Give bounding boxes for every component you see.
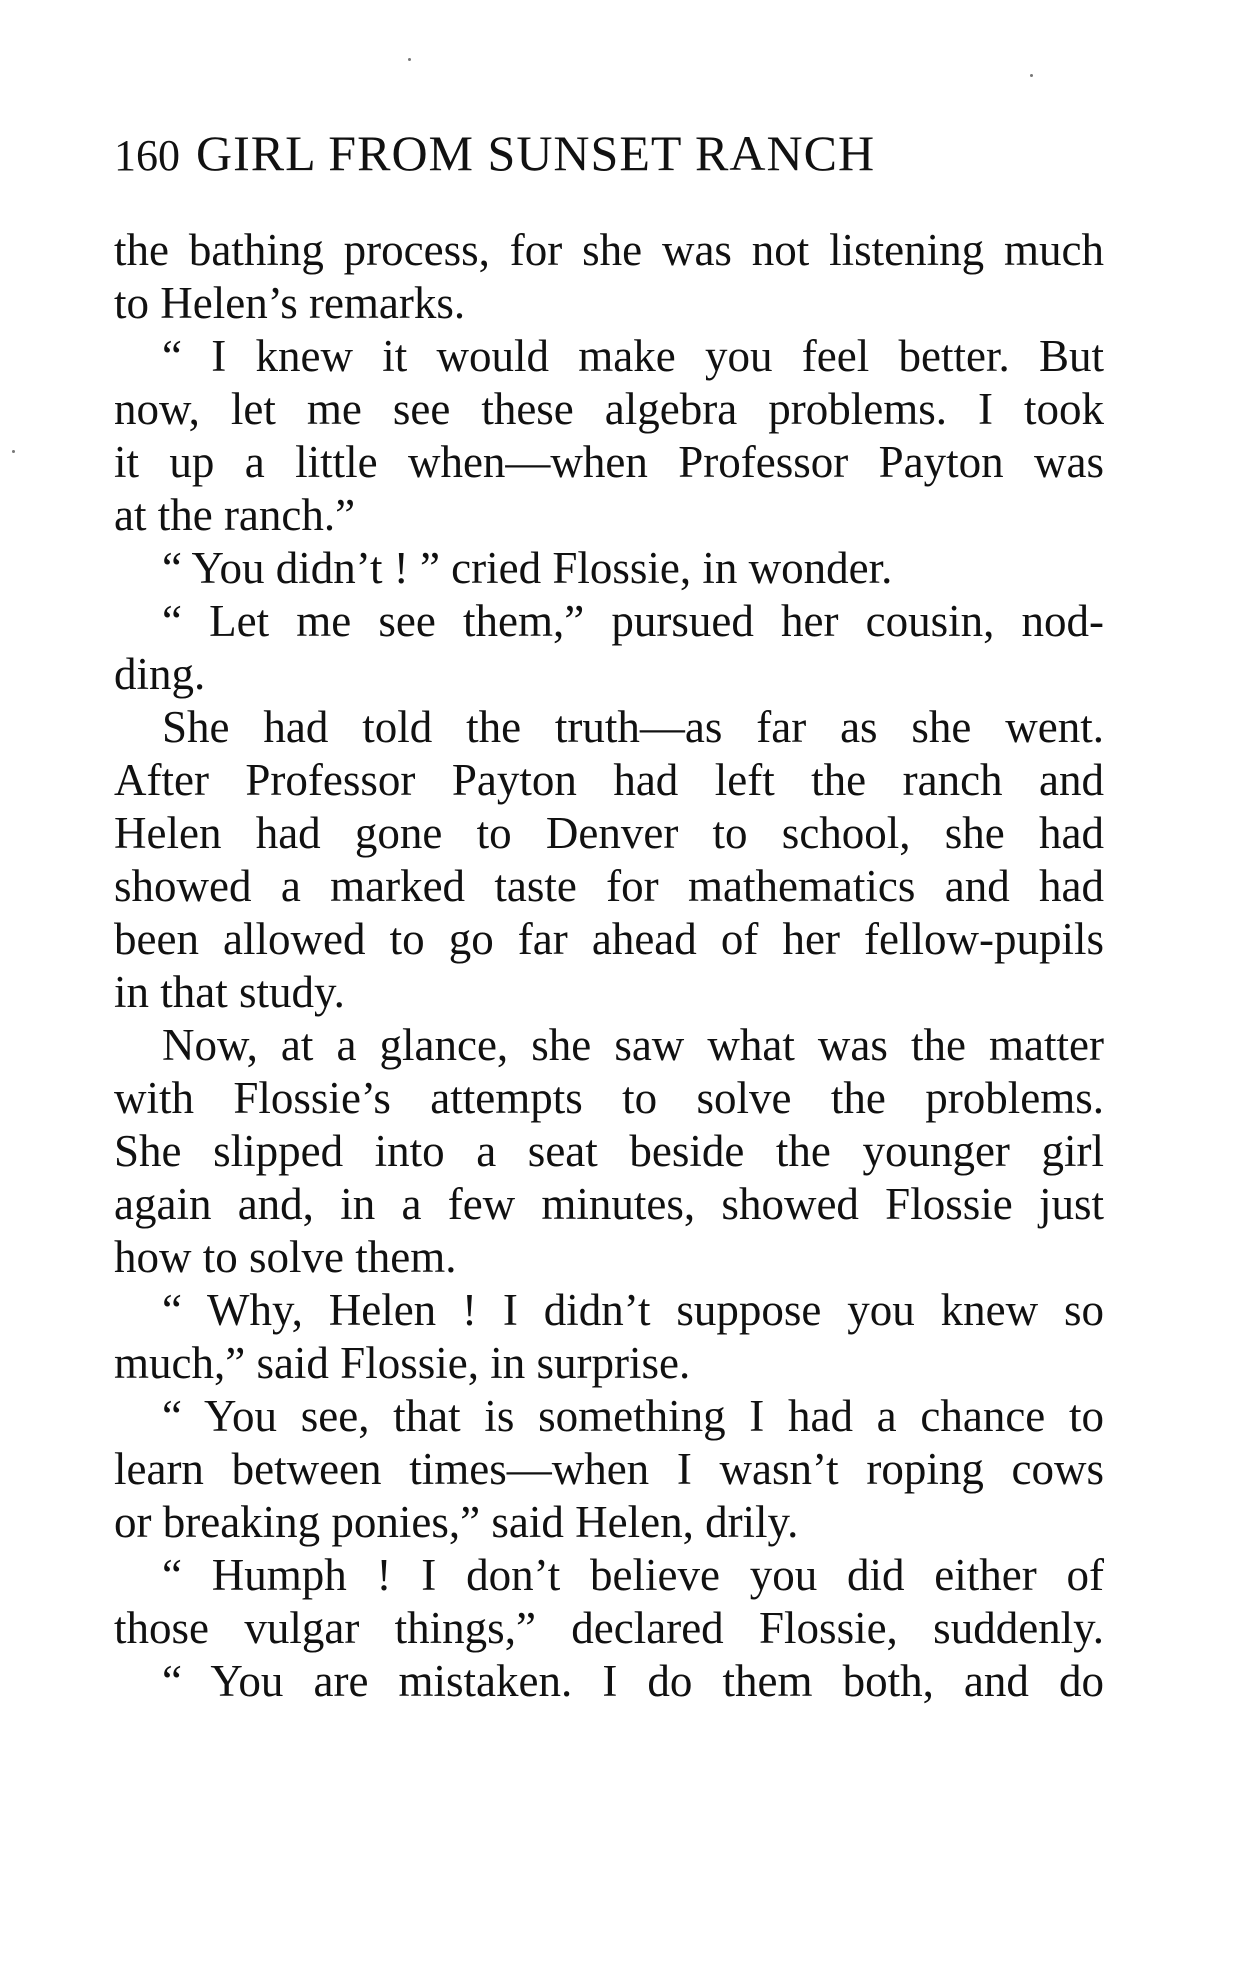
text-line: “ Let me see them,” pursued her cousin, nod- bbox=[162, 596, 1104, 646]
text-line: “ I knew it would make you feel better. But bbox=[162, 331, 1104, 381]
text-line: “ You see, that is something I had a chance to bbox=[162, 1391, 1104, 1441]
text-line: After Professor Payton had left the ranch and bbox=[114, 755, 1104, 805]
text-line: again and, in a few minutes, showed Flossie just bbox=[114, 1179, 1104, 1229]
text-line: the bathing process, for she was not listening much bbox=[114, 225, 1104, 275]
text-line: showed a marked taste for mathematics and had bbox=[114, 861, 1104, 911]
text-line: or breaking ponies,” said Helen, drily. bbox=[114, 1497, 799, 1547]
text-line: it up a little when—when Professor Payton was bbox=[114, 437, 1104, 487]
text-line: She slipped into a seat beside the younger girl bbox=[114, 1126, 1104, 1176]
text-line: those vulgar things,” declared Flossie, suddenly. bbox=[114, 1603, 1104, 1653]
print-speck bbox=[1030, 74, 1033, 77]
text-line: at the ranch.” bbox=[114, 490, 356, 540]
running-title: GIRL FROM SUNSET RANCH bbox=[196, 125, 876, 181]
text-line: how to solve them. bbox=[114, 1232, 457, 1282]
text-line: “ You didn’t ! ” cried Flossie, in wonder. bbox=[162, 543, 893, 593]
print-speck bbox=[12, 450, 15, 453]
text-line: “ You are mistaken. I do them both, and do bbox=[162, 1656, 1104, 1706]
text-line: been allowed to go far ahead of her fellow-pupils bbox=[114, 914, 1104, 964]
text-line: to Helen’s remarks. bbox=[114, 278, 466, 328]
text-line: now, let me see these algebra problems. I took bbox=[114, 384, 1104, 434]
text-line: much,” said Flossie, in surprise. bbox=[114, 1338, 691, 1388]
text-line: with Flossie’s attempts to solve the problems. bbox=[114, 1073, 1104, 1123]
text-line: “ Humph ! I don’t believe you did either of bbox=[162, 1550, 1104, 1600]
text-line: “ Why, Helen ! I didn’t suppose you knew so bbox=[162, 1285, 1104, 1335]
body-text bbox=[114, 224, 1104, 1708]
text-line: in that study. bbox=[114, 967, 345, 1017]
page-number: 160 bbox=[114, 131, 180, 180]
text-line: ding. bbox=[114, 649, 206, 699]
running-header bbox=[114, 118, 1074, 191]
text-line: Helen had gone to Denver to school, she had bbox=[114, 808, 1104, 858]
print-speck bbox=[408, 58, 411, 61]
text-line: Now, at a glance, she saw what was the matter bbox=[162, 1020, 1104, 1070]
text-line: She had told the truth—as far as she went. bbox=[162, 702, 1104, 752]
text-line: learn between times—when I wasn’t roping cows bbox=[114, 1444, 1104, 1494]
